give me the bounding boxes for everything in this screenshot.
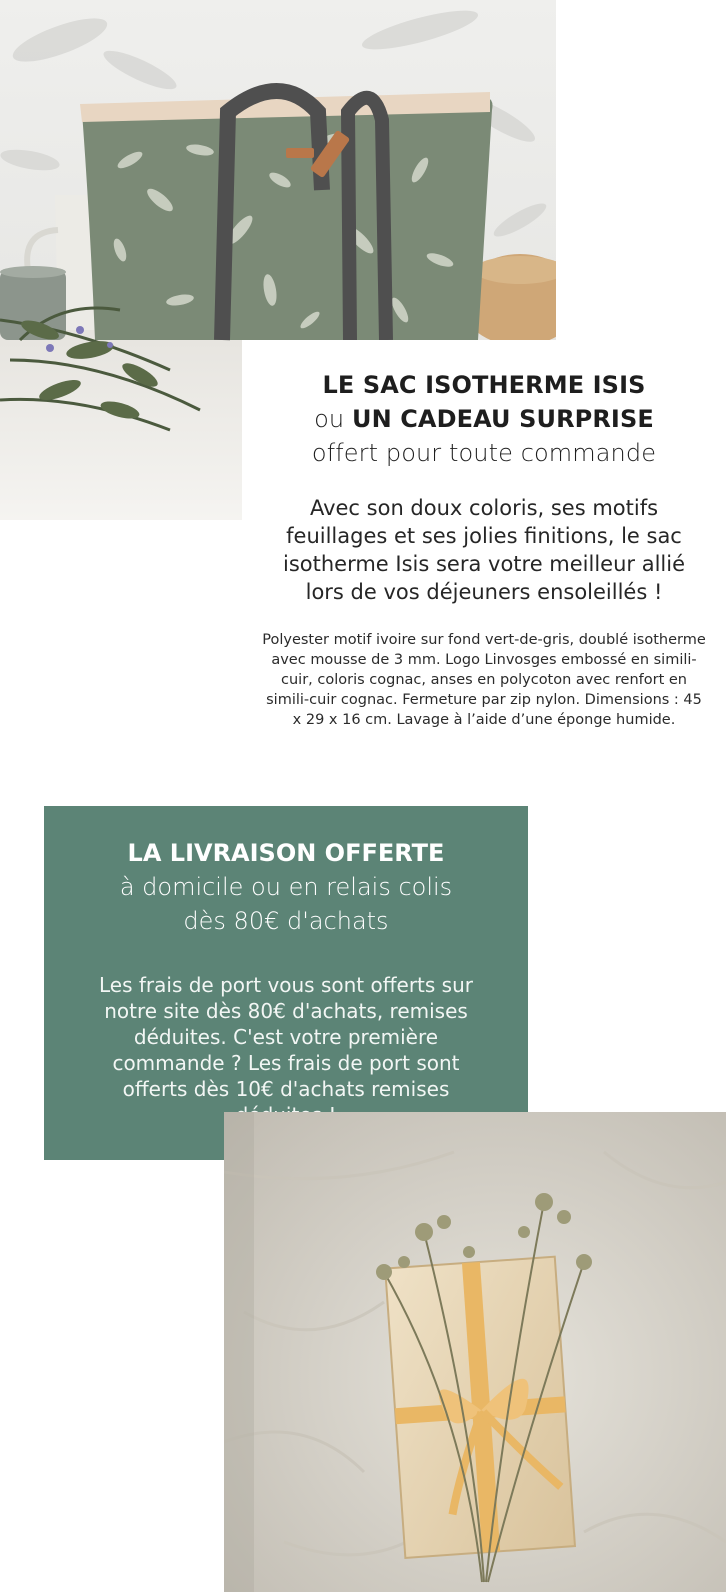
product-promo-subtitle: offert pour toute commande: [311, 439, 657, 467]
product-promo-or: ou: [314, 405, 345, 433]
delivery-threshold: dès 80€ d'achats: [183, 907, 389, 935]
product-promo-specs: Polyester motif ivoire sur fond vert-de-gris, doublé isotherme avec mousse de 3 mm. Logo Linvosges embossé en simili-cuir, coloris cognac, anses en polycoton avec renfort en simili-cuir cognac. Fermeture par zip nylon. Dimensions : 45 x 29 x 16 cm. Lavage à l’aide d’une éponge humide.: [262, 632, 706, 728]
product-promo-gift-title: UN CADEAU SURPRISE: [351, 405, 654, 433]
free-delivery-card: [44, 806, 528, 1160]
product-promo-title: LE SAC ISOTHERME ISIS: [322, 371, 646, 399]
product-promo-headline: [242, 368, 726, 470]
delivery-subtitle: à domicile ou en relais colis: [119, 873, 453, 901]
delivery-title: LA LIVRAISON OFFERTE: [127, 839, 445, 867]
delivery-description: Les frais de port vous sont offerts sur notre site dès 80€ d'achats, remises déduites. C'est votre première commande ? Les frais de port sont offerts dès 10€ d'achats remises: [99, 973, 473, 1101]
gift-box-photo: [224, 1112, 726, 1592]
delivery-headline: [44, 836, 528, 938]
product-promo-card: [242, 340, 726, 780]
product-promo-description: Avec son doux coloris, ses motifs feuillages et ses jolies finitions, le sac isotherme Isis sera votre meilleur allié lors de vos déjeuners ensoleillés !: [282, 496, 685, 604]
